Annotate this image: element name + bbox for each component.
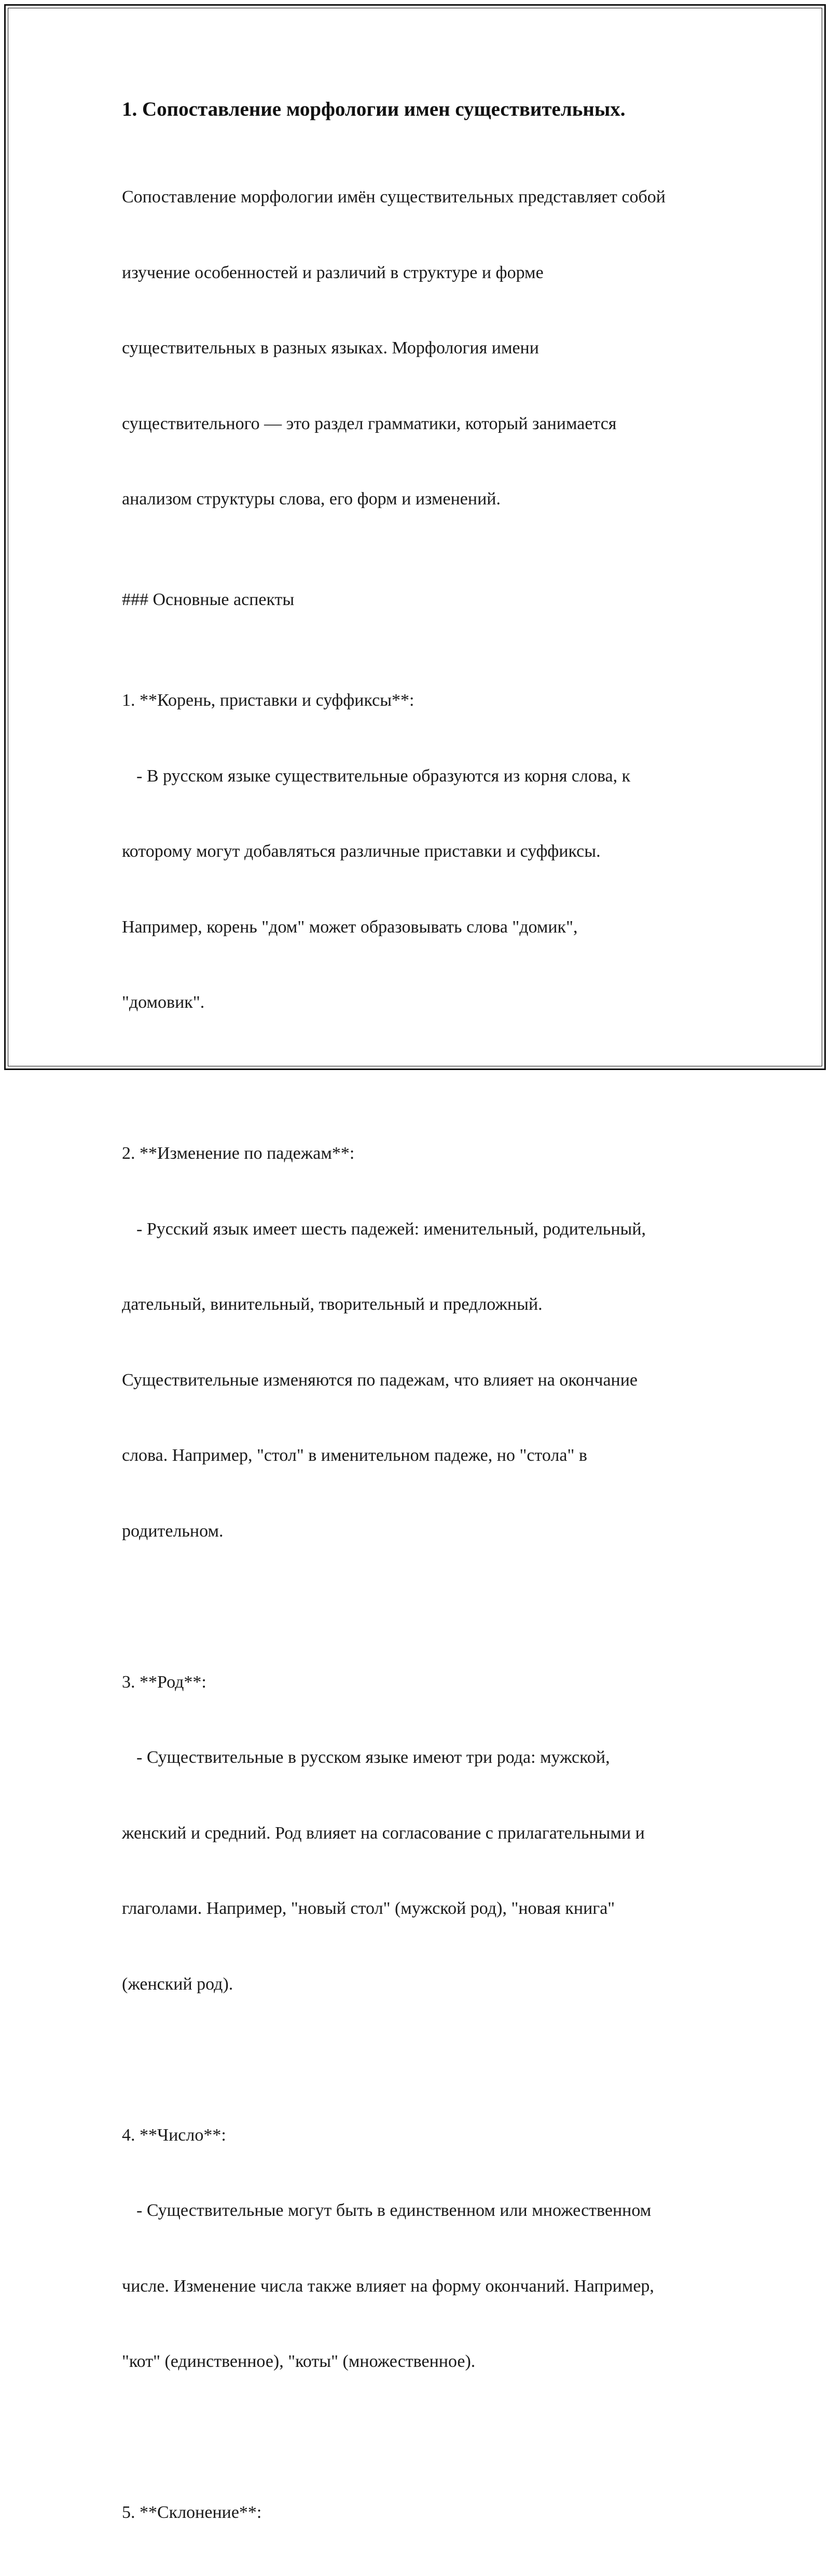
- list-item-line: (женский род).: [122, 1974, 233, 1994]
- list-item-heading: 4. **Число**:: [122, 2125, 226, 2145]
- intro-paragraph: [122, 134, 718, 563]
- list-item-line: которому могут добавляться различные приставки и суффиксы.: [122, 842, 601, 861]
- list-item-line: родительном.: [122, 1521, 224, 1541]
- spacer: [122, 2425, 718, 2450]
- list-item-line: - Существительные могут быть в единственном или множественном: [136, 2201, 652, 2220]
- intro-line: анализом структуры слова, его форм и изменений.: [122, 489, 501, 509]
- list-item-line: слова. Например, "стол" в именительном падеже, но "стола" в: [122, 1446, 587, 1465]
- list-item-line: "домовик".: [122, 993, 205, 1012]
- intro-line: изучение особенностей и различий в структуре и форме: [122, 263, 544, 282]
- intro-line: Сопоставление морфологии имён существительных представляет собой: [122, 187, 666, 207]
- list-item-line: - Существительные в русском языке имеют три рода: мужской,: [136, 1748, 610, 1767]
- list-item-line: - В русском языке существительные образуются из корня слова, к: [136, 766, 631, 786]
- spacer: [122, 613, 718, 638]
- list-item-line: женский и средний. Род влияет на согласование с прилагательными и: [122, 1823, 645, 1843]
- document-body: [122, 96, 718, 2576]
- list-item-heading: 2. **Изменение по падежам**:: [122, 1144, 355, 1163]
- spacer: [122, 1594, 718, 1620]
- list-item: [122, 638, 718, 1066]
- list-item-line: Например, корень "дом" может образовывать слова "домик",: [122, 917, 578, 937]
- spacer: [122, 563, 718, 588]
- spacer: [122, 2047, 718, 2073]
- list-item-line: числе. Изменение числа также влияет на форму окончаний. Например,: [122, 2276, 654, 2296]
- list-item-line: Существительные изменяются по падежам, что влияет на окончание: [122, 1370, 638, 1390]
- list-item-line: дательный, винительный, творительный и предложный.: [122, 1295, 543, 1314]
- intro-line: существительных в разных языках. Морфология имени: [122, 338, 539, 358]
- spacer: [122, 1066, 718, 1091]
- list-item: [122, 1091, 718, 1594]
- list-item: [122, 1620, 718, 2048]
- list-item: [122, 2073, 718, 2425]
- list-item-heading: 3. **Род**:: [122, 1672, 206, 1692]
- list-item-heading: 5. **Склонение**:: [122, 2503, 262, 2522]
- list-item-line: "кот" (единственное), "коты" (множественное).: [122, 2352, 476, 2371]
- page-title: 1. Сопоставление морфологии имен существительных.: [122, 98, 626, 120]
- section-heading: ### Основные аспекты: [122, 590, 295, 609]
- list-item-line: глаголами. Например, "новый стол" (мужской род), "новая книга": [122, 1899, 615, 1918]
- list-item-line: - Русский язык имеет шесть падежей: именительный, родительный,: [136, 1219, 646, 1239]
- list-item: [122, 2450, 718, 2576]
- intro-line: существительного — это раздел грамматики, который занимается: [122, 414, 617, 433]
- list-item-heading: 1. **Корень, приставки и суффиксы**:: [122, 691, 414, 710]
